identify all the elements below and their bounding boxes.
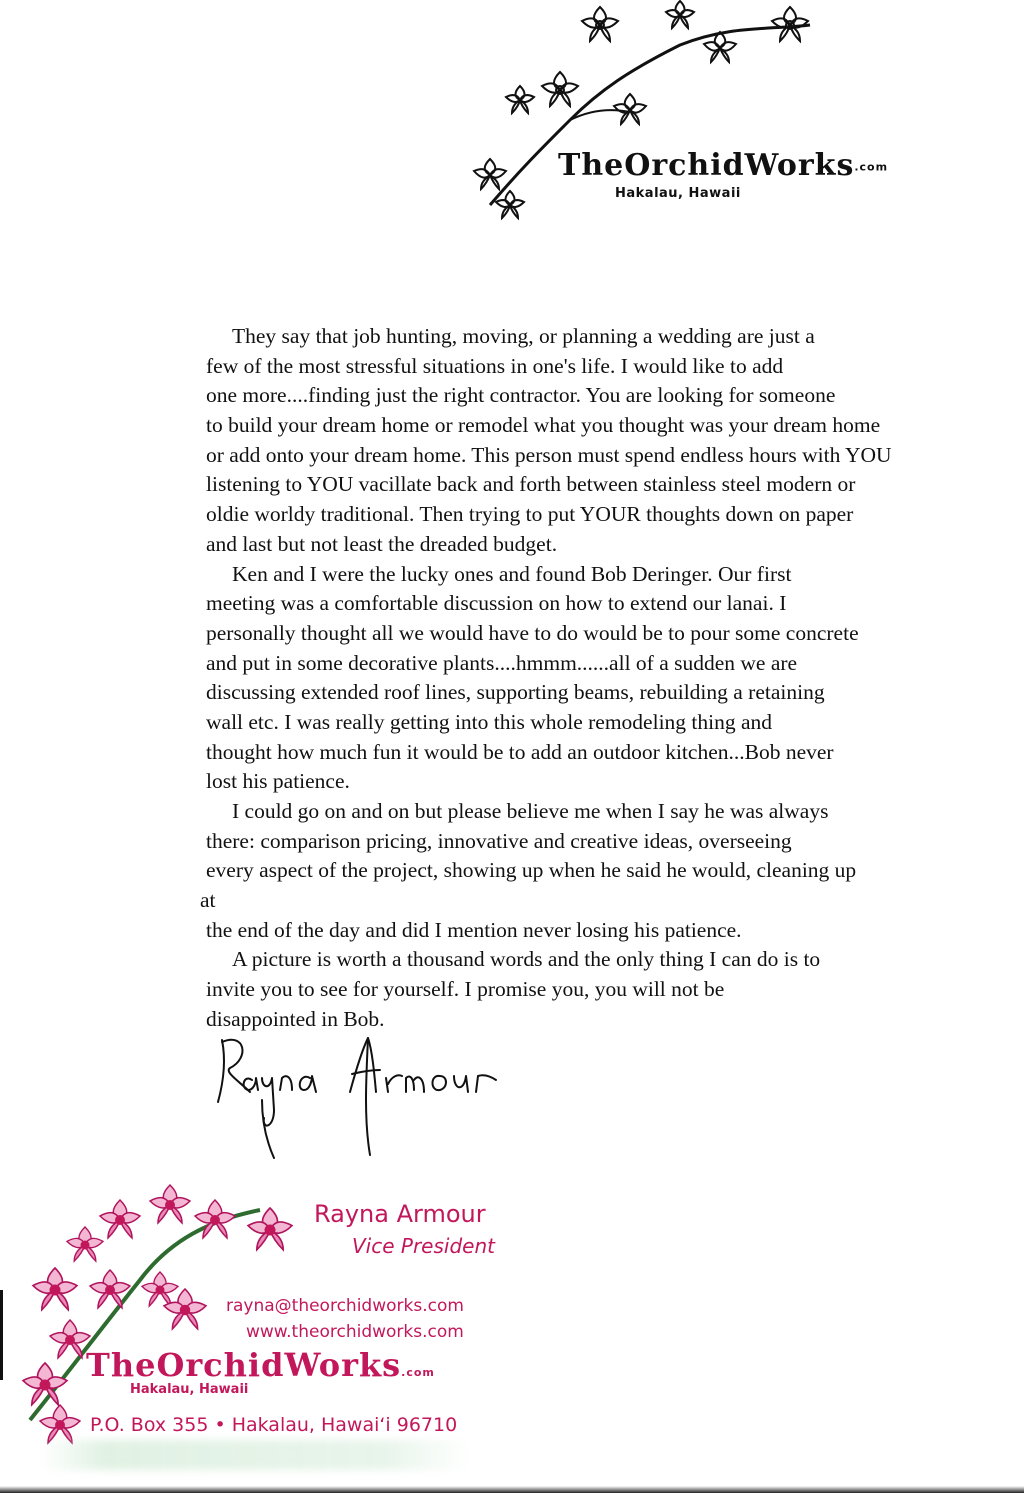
letter-line: or add onto your dream home. This person must spend endless hours with YOU xyxy=(206,442,892,467)
letter-line: there: comparison pricing, innovative and creative ideas, overseeing xyxy=(206,828,792,853)
letter-line: disappointed in Bob. xyxy=(206,1006,385,1031)
letter-line: I could go on and on but please believe me when I say he was always xyxy=(232,799,829,823)
letter-line: They say that job hunting, moving, or planning a wedding are just a xyxy=(232,324,815,348)
card-brand xyxy=(86,1346,435,1384)
letter-line: meeting was a comfortable discussion on how to extend our lanai. I xyxy=(206,591,787,616)
letter-line: every aspect of the project, showing up when he said he would, cleaning up xyxy=(206,858,857,883)
letter-line: and last but not least the dreaded budget. xyxy=(206,531,558,556)
letter-line: to build your dream home or remodel what you thought was your dream home xyxy=(206,413,881,438)
card-title: Vice President xyxy=(352,1234,495,1258)
card-address: P.O. Box 355 • Hakalau, Hawai‘i 96710 xyxy=(90,1414,458,1436)
header-location: Hakalau, Hawaii xyxy=(615,186,741,201)
business-card xyxy=(0,1170,520,1493)
header-brand xyxy=(558,148,888,183)
card-brand-suffix: .com xyxy=(401,1366,435,1379)
card-website: www.theorchidworks.com xyxy=(246,1322,464,1342)
letter-line: thought how much fun it would be to add an outdoor kitchen...Bob never xyxy=(206,739,834,764)
letter-line: one more....finding just the right contractor. You are looking for someone xyxy=(206,383,836,408)
card-name: Rayna Armour xyxy=(314,1200,486,1228)
header-logo xyxy=(450,0,890,235)
header-brand-name: TheOrchidWorks xyxy=(558,148,855,183)
card-location: Hakalau, Hawaii xyxy=(130,1382,249,1397)
letter-line: and put in some decorative plants....hmmm......all of a sudden we are xyxy=(206,650,798,675)
card-email: rayna@theorchidworks.com xyxy=(226,1296,464,1316)
letter-line: personally thought all we would have to do would be to pour some concrete xyxy=(206,620,859,645)
letter-line: at xyxy=(200,888,216,913)
header-brand-suffix: .com xyxy=(854,160,889,174)
letter-line: few of the most stressful situations in one's life. I would like to add xyxy=(206,353,784,378)
letter-body xyxy=(200,322,1024,1035)
scan-smudge xyxy=(40,1440,470,1470)
letter-line: the end of the day and did I mention never losing his patience. xyxy=(206,917,742,942)
letter-line: oldie worldy traditional. Then trying to put YOUR thoughts down on paper xyxy=(206,502,854,527)
scan-edge-left xyxy=(0,1290,3,1380)
letter-line: Ken and I were the lucky ones and found Bob Deringer. Our first xyxy=(232,561,792,586)
signature-scribble xyxy=(200,1030,590,1160)
letter-line: A picture is worth a thousand words and the only thing I can do is to xyxy=(232,947,821,972)
letter-line: discussing extended roof lines, supporting beams, rebuilding a retaining xyxy=(206,680,825,705)
letter-line: wall etc. I was really getting into this whole remodeling thing and xyxy=(206,709,773,734)
letter-line: lost his patience. xyxy=(206,769,350,794)
letter-line: listening to YOU vacillate back and forth between stainless steel modern or xyxy=(206,472,856,497)
card-brand-name: TheOrchidWorks xyxy=(86,1346,402,1384)
letter-line: invite you to see for yourself. I promise you, you will not be xyxy=(206,977,725,1002)
scan-edge-bottom xyxy=(0,1486,1024,1493)
handwritten-signature xyxy=(200,1030,590,1160)
